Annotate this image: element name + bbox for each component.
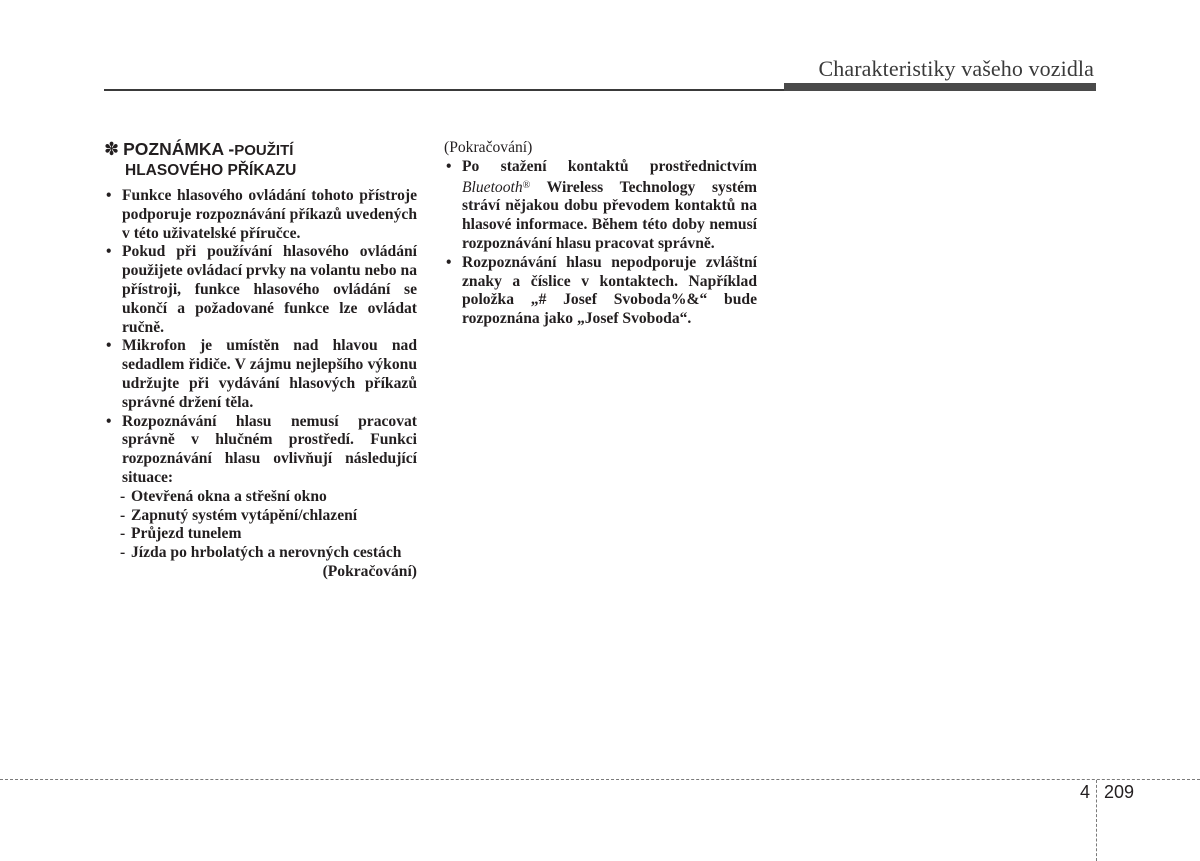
dash-marker: - bbox=[120, 544, 126, 562]
sub-list-item bbox=[104, 544, 417, 563]
left-column bbox=[104, 139, 417, 582]
list-item-text: Rozpoznávání hlasu nemusí pracovat správně v hlučném prostředí. Funkci rozpoznávání hlasu ovlivňují následující situace: bbox=[122, 412, 417, 486]
list-item bbox=[104, 187, 417, 243]
registered-mark: ® bbox=[522, 179, 531, 191]
bullet-icon: • bbox=[446, 253, 452, 271]
sub-list-item bbox=[104, 507, 417, 526]
note-heading-small: POUŽITÍ bbox=[234, 142, 294, 159]
note-heading-main: POZNÁMKA - bbox=[123, 139, 235, 159]
list-item bbox=[444, 158, 757, 254]
note-heading bbox=[104, 139, 417, 180]
right-column bbox=[444, 139, 757, 329]
continued-from-label: (Pokračování) bbox=[444, 139, 533, 156]
header-rule-thin bbox=[104, 89, 784, 91]
chapter-number: 4 bbox=[1080, 782, 1091, 802]
list-item-text: Rozpoznávání hlasu nepodporuje zvláštní znaky a číslice v kontaktech. Například položka „# Josef Svoboda%&“ bude rozpoznána jako „Josef Svoboda“. bbox=[462, 253, 757, 328]
sub-list-item-text: Otevřená okna a střešní okno bbox=[131, 487, 327, 505]
running-header: Charakteristiky vašeho vozidla bbox=[818, 56, 1094, 81]
note-heading-line2: HLASOVÉHO PŘÍKAZU bbox=[125, 162, 297, 179]
sub-list-item-text: Zapnutý systém vytápění/chlazení bbox=[131, 506, 358, 524]
sub-list-item-text: Průjezd tunelem bbox=[131, 525, 242, 543]
page-number: 209 bbox=[1104, 782, 1135, 802]
list-item bbox=[104, 243, 417, 337]
list-item bbox=[104, 337, 417, 412]
list-item-text: Funkce hlasového ovládání tohoto přístroje podporuje rozpoznávání příkazů uvedených v této uživatelské příručce. bbox=[122, 187, 417, 242]
list-item-text: Pokud při používání hlasového ovládání použijete ovládací prvky na volantu nebo na přístroji, funkce hlasového ovládání se ukončí a požadované funkce lze ovládat ručně. bbox=[122, 243, 417, 336]
bullet-icon: • bbox=[446, 157, 452, 175]
continued-label: (Pokračování) bbox=[322, 562, 417, 580]
sub-list-item-text: Jízda po hrbolatých a nerovných cestách bbox=[131, 544, 402, 562]
sub-list-item bbox=[104, 525, 417, 544]
footer-dashed-rule bbox=[0, 779, 1200, 780]
dash-marker: - bbox=[120, 525, 126, 543]
list-item-text: Mikrofon je umístěn nad hlavou nad sedadlem řidiče. V zájmu nejlepšího výkonu udržujte při vydávání hlasových příkazů správné držení těla. bbox=[122, 337, 417, 411]
bullet-text-part: Po stažení kontaktů prostřednictvím bbox=[462, 157, 757, 175]
dash-marker: - bbox=[120, 487, 126, 505]
bullet-icon: • bbox=[106, 412, 112, 430]
bullet-icon: • bbox=[106, 337, 112, 355]
footer-dashed-divider bbox=[1096, 780, 1097, 861]
list-item-text bbox=[462, 158, 757, 254]
note-star-icon: ✽ bbox=[104, 139, 120, 159]
bullet-icon: • bbox=[106, 243, 112, 261]
header-rule-thick bbox=[784, 83, 1096, 91]
bluetooth-trademark: Bluetooth bbox=[462, 178, 523, 196]
bullet-text-part: Wireless Technology systém stráví nějakou dobu převodem kontaktů na hlasové informace. Během této doby nemusí rozpoznávání hlasu pracovat správně. bbox=[462, 178, 757, 252]
list-item bbox=[444, 254, 757, 329]
list-item bbox=[104, 413, 417, 488]
bullet-icon: • bbox=[106, 187, 112, 204]
dash-marker: - bbox=[120, 506, 126, 524]
sub-list-item bbox=[104, 488, 417, 507]
